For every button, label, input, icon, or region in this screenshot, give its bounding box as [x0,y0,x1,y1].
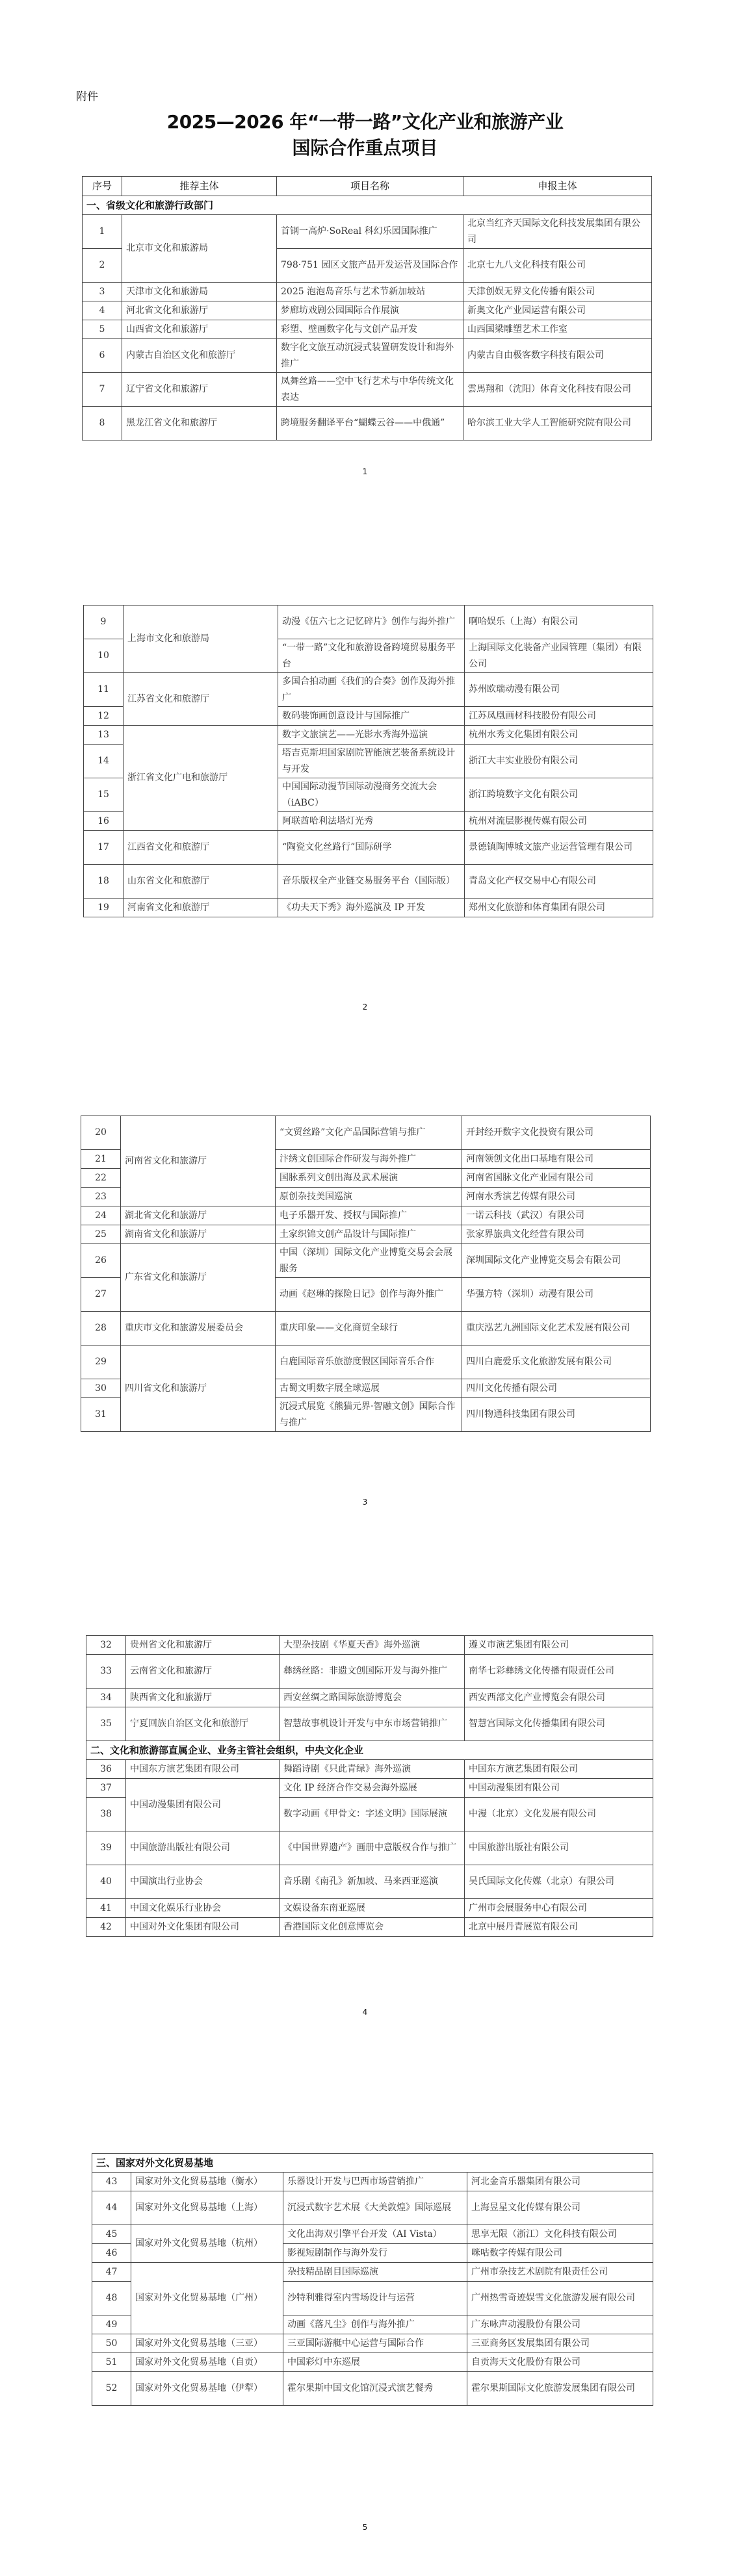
row-recommender: 河南省文化和旅游厅 [124,899,278,917]
row-recommender: 湖北省文化和旅游厅 [121,1206,276,1225]
row-project: 文化出海双引擎平台开发（AI Vista） [283,2225,467,2244]
row-project: 动画《赵琳的探险日记》创作与海外推广 [276,1278,462,1312]
row-no: 51 [92,2353,131,2372]
table-row [83,407,652,440]
row-no: 7 [83,373,122,407]
table-row [86,1760,653,1779]
row-applicant: 广州市会展服务中心有限公司 [465,1899,653,1918]
row-no: 14 [84,745,124,778]
row-applicant: 杭州对流层影视传媒有限公司 [465,812,653,831]
row-applicant: 浙江跨境数字文化有限公司 [465,778,653,812]
row-no: 39 [86,1831,126,1865]
row-applicant: 中国动漫集团有限公司 [465,1779,653,1798]
row-recommender: 黑龙江省文化和旅游厅 [122,407,277,440]
table-row [81,1116,651,1150]
row-applicant: 吴氏国际文化传媒（北京）有限公司 [465,1865,653,1899]
row-recommender: 上海市文化和旅游局 [124,606,278,673]
row-applicant: 北京七九八文化科技有限公司 [463,249,652,283]
row-project: 重庆印象——文化商贸全球行 [276,1312,462,1345]
header-project: 项目名称 [277,177,463,196]
row-project: 数字文旅演艺——光影水秀海外巡演 [278,726,465,745]
row-project: 2025 泡泡岛音乐与艺术节新加坡站 [277,283,463,301]
row-project: 原创杂技美国巡演 [276,1188,462,1206]
row-applicant: 广东咏声动漫股份有限公司 [467,2315,653,2334]
row-applicant: 四川白鹿爱乐文化旅游发展有限公司 [462,1345,651,1379]
row-applicant: 重庆泓艺九洲国际文化艺术发展有限公司 [462,1312,651,1345]
row-project: 首钢一高炉·SoReal 科幻乐园国际推广 [277,215,463,249]
row-no: 33 [86,1655,126,1689]
row-no: 4 [83,301,122,320]
table-row [84,673,653,707]
row-no: 20 [81,1116,121,1150]
table-row [92,2353,653,2372]
row-applicant: 深圳国际文化产业博览交易会有限公司 [462,1244,651,1278]
row-recommender: 陕西省文化和旅游厅 [126,1689,280,1707]
row-applicant: 中国东方演艺集团有限公司 [465,1760,653,1779]
row-applicant: 四川文化传播有限公司 [462,1379,651,1398]
projects-table-page2 [83,605,653,917]
row-no: 48 [92,2282,131,2315]
row-applicant: 张家界旅典文化经营有限公司 [462,1225,651,1244]
table-row [92,2334,653,2353]
row-no: 6 [83,339,122,373]
row-no: 24 [81,1206,121,1225]
row-no: 42 [86,1918,126,1937]
row-applicant: 新奥文化产业园运营有限公司 [463,301,652,320]
row-no: 50 [92,2334,131,2353]
row-project: 音乐剧《南孔》新加坡、马来西亚巡演 [280,1865,465,1899]
table-row [92,2263,653,2282]
section-row [86,1741,653,1760]
row-applicant: 江苏凤凰画材科技股份有限公司 [465,707,653,726]
row-project: 《中国世界遗产》画册中意版权合作与推广 [280,1831,465,1865]
table-row [81,1206,651,1225]
row-applicant: 郑州文化旅游和体育集团有限公司 [465,899,653,917]
page-number: 1 [362,467,368,476]
projects-table-page3 [81,1116,651,1432]
section-row [83,196,652,215]
row-applicant: 浙江大丰实业股份有限公司 [465,745,653,778]
row-recommender: 辽宁省文化和旅游厅 [122,373,277,407]
row-no: 49 [92,2315,131,2334]
row-project: 音乐版权全产业链交易服务平台（国际版） [278,865,465,899]
row-project: 阿联酋哈利法塔灯光秀 [278,812,465,831]
row-recommender: 国家对外文化贸易基地（衡水） [131,2173,283,2191]
row-no: 11 [84,673,124,707]
row-project: 杂技精品剧目国际巡演 [283,2263,467,2282]
row-recommender: 国家对外文化贸易基地（三亚） [131,2334,283,2353]
row-no: 31 [81,1398,121,1432]
row-recommender: 天津市文化和旅游局 [122,283,277,301]
row-project: 沉浸式数字艺术展《大美敦煌》国际巡展 [283,2191,467,2225]
document-title-line1: 2025—2026 年“一带一路”文化产业和旅游产业 [166,111,564,133]
table-row [83,320,652,339]
row-recommender: 中国动漫集团有限公司 [126,1779,280,1831]
row-recommender: 国家对外文化贸易基地（伊犁） [131,2372,283,2406]
row-no: 17 [84,831,124,865]
row-recommender: 广东省文化和旅游厅 [121,1244,276,1312]
row-recommender: 国家对外文化贸易基地（上海） [131,2191,283,2225]
row-project: 动画《落凡尘》创作与海外推广 [283,2315,467,2334]
row-applicant: 河南省国脉文化产业园有限公司 [462,1169,651,1188]
row-project: 沉浸式展览《熊猫元界·智融文创》国际合作与推广 [276,1398,462,1432]
row-no: 44 [92,2191,131,2225]
row-recommender: 湖南省文化和旅游厅 [121,1225,276,1244]
row-recommender: 国家对外文化贸易基地（杭州） [131,2225,283,2263]
header-recommender: 推荐主体 [122,177,277,196]
row-recommender: 中国东方演艺集团有限公司 [126,1760,280,1779]
table-row [92,2372,653,2406]
table-row [83,215,652,249]
row-applicant: 青岛文化产权交易中心有限公司 [465,865,653,899]
row-no: 5 [83,320,122,339]
row-applicant: 上海昱星文化传媒有限公司 [467,2191,653,2225]
row-no: 36 [86,1760,126,1779]
row-project: 古蜀文明数字展全球巡展 [276,1379,462,1398]
row-no: 46 [92,2244,131,2263]
projects-table-page1 [82,176,652,440]
row-project: 文娱设备东南亚巡展 [280,1899,465,1918]
row-applicant: 啊哈娱乐（上海）有限公司 [465,606,653,639]
row-project: 西安丝绸之路国际旅游博览会 [280,1689,465,1707]
header-applicant: 申报主体 [463,177,652,196]
row-no: 27 [81,1278,121,1312]
row-project: 白鹿国际音乐旅游度假区国际音乐合作 [276,1345,462,1379]
row-applicant: 广州市杂技艺术剧院有限责任公司 [467,2263,653,2282]
row-project: 文化 IP 经济合作交易会海外巡展 [280,1779,465,1798]
row-no: 29 [81,1345,121,1379]
row-project: 舞蹈诗剧《只此青绿》海外巡演 [280,1760,465,1779]
table-row [81,1225,651,1244]
section-row [92,2154,653,2173]
row-project: 跨境服务翻译平台“蝴蝶云谷——中俄通” [277,407,463,440]
row-applicant: 内蒙古自由极客数字科技有限公司 [463,339,652,373]
table-row [84,606,653,639]
table-row [86,1655,653,1689]
row-project: “一带一路”文化和旅游设备跨境贸易服务平台 [278,639,465,673]
table-row [86,1831,653,1865]
row-applicant: 智慧宫国际文化传播集团有限公司 [465,1707,653,1741]
row-no: 25 [81,1225,121,1244]
row-recommender: 江苏省文化和旅游厅 [124,673,278,726]
row-applicant: 中漫（北京）文化发展有限公司 [465,1798,653,1831]
row-no: 12 [84,707,124,726]
row-applicant: 山西国梁雕塑艺术工作室 [463,320,652,339]
row-recommender: 中国旅游出版社有限公司 [126,1831,280,1865]
document-title-line2: 国际合作重点项目 [292,137,438,159]
row-no: 3 [83,283,122,301]
row-project: 多国合拍动画《我们的合奏》创作及海外推广 [278,673,465,707]
table-row [84,865,653,899]
table-row [86,1707,653,1741]
row-project: “陶瓷文化丝路行”国际研学 [278,831,465,865]
row-recommender: 山西省文化和旅游厅 [122,320,277,339]
table-row [81,1244,651,1278]
row-recommender: 山东省文化和旅游厅 [124,865,278,899]
row-applicant: 三亚商务区发展集团有限公司 [467,2334,653,2353]
row-no: 2 [83,249,122,283]
row-applicant: 开封经开数字文化投资有限公司 [462,1116,651,1150]
section-title: 一、省级文化和旅游行政部门 [83,196,652,215]
table-row [86,1865,653,1899]
row-applicant: 南华七彩彝绣文化传播有限责任公司 [465,1655,653,1689]
table-row [86,1899,653,1918]
row-applicant: 广州热雪奇迹娱雪文化旅游发展有限公司 [467,2282,653,2315]
row-project: 香港国际文化创意博览会 [280,1918,465,1937]
table-row [81,1312,651,1345]
section-title: 二、文化和旅游部直属企业、业务主管社会组织，中央文化企业 [86,1741,653,1760]
row-project: 汴绣文创国际合作研发与海外推广 [276,1150,462,1169]
table-row [81,1345,651,1379]
row-applicant: 上海国际文化装备产业园管理（集团）有限公司 [465,639,653,673]
row-project: 彝绣丝路：非遗文创国际开发与海外推广 [280,1655,465,1689]
row-applicant: 霍尔果斯国际文化旅游发展集团有限公司 [467,2372,653,2406]
row-recommender: 宁夏回族自治区文化和旅游厅 [126,1707,280,1741]
table-row [84,831,653,865]
row-project: 三亚国际游艇中心运营与国际合作 [283,2334,467,2353]
page-number: 4 [362,2008,368,2017]
row-no: 41 [86,1899,126,1918]
row-applicant: 北京当红齐天国际文化科技发展集团有限公司 [463,215,652,249]
row-project: 中国彩灯中东巡展 [283,2353,467,2372]
table-row [92,2225,653,2244]
row-no: 22 [81,1169,121,1188]
row-no: 19 [84,899,124,917]
row-applicant: 杭州水秀文化集团有限公司 [465,726,653,745]
row-project: 中国国际动漫节国际动漫商务交流大会（iABC） [278,778,465,812]
row-recommender: 国家对外文化贸易基地（广州） [131,2263,283,2334]
row-project: 动漫《伍六七之记忆碎片》创作与海外推广 [278,606,465,639]
row-project: 彩塑、壁画数字化与文创产品开发 [277,320,463,339]
row-applicant: 河北金音乐器集团有限公司 [467,2173,653,2191]
row-applicant: 天津创娱无界文化传播有限公司 [463,283,652,301]
table-row [86,1636,653,1655]
row-no: 1 [83,215,122,249]
section-title: 三、国家对外文化贸易基地 [92,2154,653,2173]
attachment-label: 附件 [76,90,98,103]
table-row [86,1918,653,1937]
row-applicant: 自贡海天文化股份有限公司 [467,2353,653,2372]
row-applicant: 雲馬翔和（沈阳）体育文化科技有限公司 [463,373,652,407]
row-no: 52 [92,2372,131,2406]
row-project: 大型杂技剧《华夏天香》海外巡演 [280,1636,465,1655]
row-applicant: 四川物通科技集团有限公司 [462,1398,651,1432]
row-applicant: 景德镇陶博城文旅产业运营管理有限公司 [465,831,653,865]
row-recommender: 中国文化娱乐行业协会 [126,1899,280,1918]
projects-table-page5 [92,2153,653,2406]
table-row [86,1689,653,1707]
row-no: 9 [84,606,124,639]
table-row [84,726,653,745]
row-no: 47 [92,2263,131,2282]
row-no: 16 [84,812,124,831]
table-row [83,283,652,301]
row-project: 电子乐器开发、授权与国际推广 [276,1206,462,1225]
row-applicant: 河南水秀演艺传媒有限公司 [462,1188,651,1206]
row-project: 沙特利雅得室内雪场设计与运营 [283,2282,467,2315]
row-project: 798·751 园区文旅产品开发运营及国际合作 [277,249,463,283]
row-applicant: 西安西部文化产业博览会有限公司 [465,1689,653,1707]
row-applicant: 遵义市演艺集团有限公司 [465,1636,653,1655]
row-applicant: 河南领创文化出口基地有限公司 [462,1150,651,1169]
row-recommender: 浙江省文化广电和旅游厅 [124,726,278,831]
row-recommender: 国家对外文化贸易基地（自贡） [131,2353,283,2372]
row-no: 15 [84,778,124,812]
row-no: 37 [86,1779,126,1798]
row-project: 霍尔果斯中国文化馆沉浸式演艺餐秀 [283,2372,467,2406]
header-seq: 序号 [83,177,122,196]
row-no: 26 [81,1244,121,1278]
row-no: 13 [84,726,124,745]
row-recommender: 河南省文化和旅游厅 [121,1116,276,1206]
row-project: 土家织锦文创产品设计与国际推广 [276,1225,462,1244]
row-project: 数码装饰画创意设计与国际推广 [278,707,465,726]
page-number: 3 [362,1498,368,1507]
table-row [83,339,652,373]
row-applicant: 思享无限（浙江）文化科技有限公司 [467,2225,653,2244]
table-row [92,2173,653,2191]
row-no: 43 [92,2173,131,2191]
row-applicant: 北京中展丹青展览有限公司 [465,1918,653,1937]
page-number: 5 [362,2523,368,2532]
page-number: 2 [362,1002,368,1012]
row-no: 23 [81,1188,121,1206]
row-recommender: 贵州省文化和旅游厅 [126,1636,280,1655]
row-recommender: 中国对外文化集团有限公司 [126,1918,280,1937]
row-recommender: 河北省文化和旅游厅 [122,301,277,320]
table-row [86,1779,653,1798]
row-no: 28 [81,1312,121,1345]
row-no: 34 [86,1689,126,1707]
row-project: 乐器设计开发与巴西市场营销推广 [283,2173,467,2191]
row-recommender: 云南省文化和旅游厅 [126,1655,280,1689]
row-no: 38 [86,1798,126,1831]
table-header-row [83,177,652,196]
row-no: 10 [84,639,124,673]
row-project: 梦廊坊戏剧公园国际合作展演 [277,301,463,320]
row-project: 数字化文旅互动沉浸式装置研发设计和海外推广 [277,339,463,373]
row-applicant: 中国旅游出版社有限公司 [465,1831,653,1865]
table-row [84,899,653,917]
row-no: 45 [92,2225,131,2244]
row-no: 21 [81,1150,121,1169]
row-no: 18 [84,865,124,899]
row-recommender: 四川省文化和旅游厅 [121,1345,276,1432]
row-project: 影视短剧制作与海外发行 [283,2244,467,2263]
table-row [83,373,652,407]
row-recommender: 江西省文化和旅游厅 [124,831,278,865]
row-applicant: 哈尔滨工业大学人工智能研究院有限公司 [463,407,652,440]
row-applicant: 咪咕数字传媒有限公司 [467,2244,653,2263]
row-applicant: 苏州欧瑞动漫有限公司 [465,673,653,707]
row-project: 国脉系列文创出海及武术展演 [276,1169,462,1188]
row-recommender: 内蒙古自治区文化和旅游厅 [122,339,277,373]
row-project: 塔吉克斯坦国家剧院智能演艺装备系统设计与开发 [278,745,465,778]
row-no: 35 [86,1707,126,1741]
row-project: 中国（深圳）国际文化产业博览交易会会展服务 [276,1244,462,1278]
row-project: 智慧故事机设计开发与中东市场营销推广 [280,1707,465,1741]
table-row [83,301,652,320]
projects-table-page4 [86,1635,653,1937]
row-no: 30 [81,1379,121,1398]
row-applicant: 一诺云科技（武汉）有限公司 [462,1206,651,1225]
row-no: 32 [86,1636,126,1655]
row-project: 《功夫天下秀》海外巡演及 IP 开发 [278,899,465,917]
row-project: 数字动画《甲骨文：字述文明》国际展演 [280,1798,465,1831]
table-row [92,2191,653,2225]
row-applicant: 华强方特（深圳）动漫有限公司 [462,1278,651,1312]
row-project: “文贸丝路”文化产品国际营销与推广 [276,1116,462,1150]
row-recommender: 中国演出行业协会 [126,1865,280,1899]
row-no: 8 [83,407,122,440]
row-recommender: 重庆市文化和旅游发展委员会 [121,1312,276,1345]
row-recommender: 北京市文化和旅游局 [122,215,277,283]
row-project: 凤舞丝路——空中飞行艺术与中华传统文化表达 [277,373,463,407]
row-no: 40 [86,1865,126,1899]
